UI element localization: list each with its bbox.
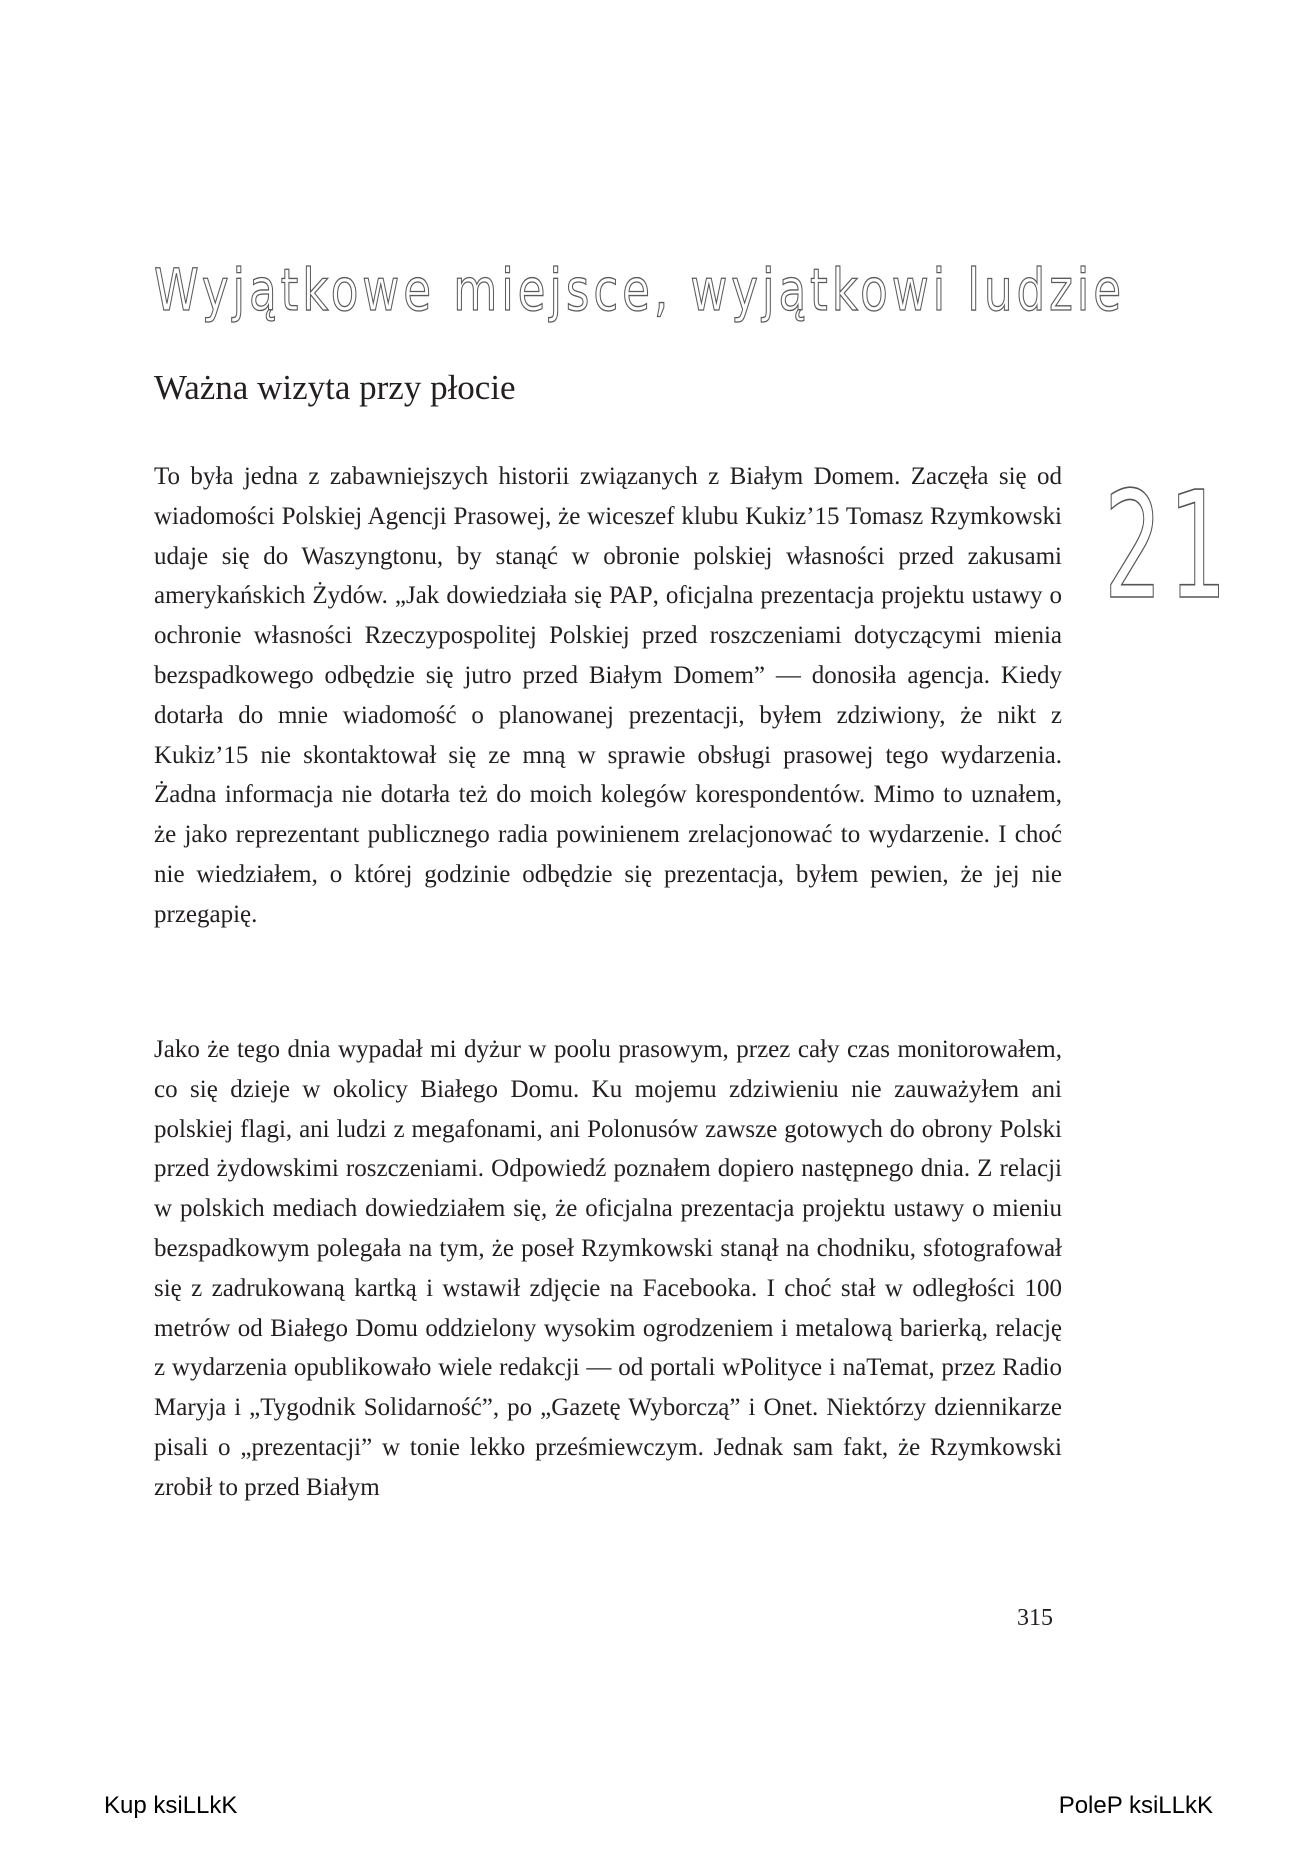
section-title: Ważna wizyta przy płocie [154, 368, 516, 407]
body-paragraph: Jako że tego dnia wypadał mi dyżur w poolu prasowym, przez cały czas monitorowałem, co się dzieje w okolicy Białego Domu. Ku mojemu zdziwieniu nie zauważyłem ani polskiej flagi, ani ludzi z megafonami, ani Polonusów zawsze gotowych do obrony Polski przed żydowskimi roszczeniami. Odpowiedź poznałem dopiero następnego dnia. Z relacji w polskich mediach dowiedziałem się, że oficjalna prezentacja projektu ustawy o mieniu bezspadkowym polegała na tym, że poseł Rzymkowski stanął na chodniku, sfotografował się z zadrukowaną kartką i wstawił zdjęcie na Facebooka. I choć stał w odległości 100 metrów od Białego Domu oddzielony wysokim ogrodzeniem i metalową barierką, relację z wydarzenia opublikowało wiele redakcji — od portali wPolityce i naTemat, przez Radio Maryja i „Tygodnik Solidarność”, po „Gazetę Wyborczą” i Onet. Niektórzy dziennikarze pisali o „prezentacji” w tonie lekko prześmiewczym. Jednak sam fakt, że Rzymkowski zrobił to przed Białym [154, 1036, 1062, 1501]
paragraph-text: , oficjalna prezentacja projektu ustawy o ochronie własności Rzeczypospolitej Polskiej przed roszczeniami dotyczącymi mienia bezspadkowego odbędzie się jutro przed Białym Domem” — donosiła agencja. Kiedy dotarła do mnie wiadomość o planowanej prezentacji, byłem zdziwiony, że nikt z Kukiz’15 nie skontaktował się ze mną w sprawie obsługi prasowej tego wydarzenia. Żadna informacja nie dotarła też do moich kolegów korespondentów. Mimo to uznałem, że jako reprezentant publicznego radia powinienem zrelacjonować to wydarzenie. I choć nie wiedziałem, o której godzinie odbędzie się prezentacja, byłem pewien, że jej nie przegapię. [154, 582, 1063, 928]
chapter-number: 21 [1104, 460, 1234, 632]
body-paragraph [154, 457, 1062, 935]
footer-recommend-book-link[interactable]: PoleP ksiLLkK [1058, 1792, 1213, 1819]
abbreviation-pap: PAP [609, 582, 653, 610]
footer-buy-book-link[interactable]: Kup ksiLLkK [104, 1792, 238, 1819]
page-number: 315 [1017, 1605, 1053, 1631]
chapter-title: Wyjątkowe miejsce, wyjątkowi ludzie [154, 256, 1125, 324]
paragraph-text: To była jedna z zabawniejszych historii związanych z Białym Domem. Zaczęła się od wiadomości Polskiej Agencji Prasowej, że wiceszef klubu Kukiz’15 Tomasz Rzymkowski udaje się do Waszyngtonu, by stanąć w obronie polskiej własności przed zakusami amerykańskich Żydów. „Jak dowiedziała się [154, 463, 1062, 610]
